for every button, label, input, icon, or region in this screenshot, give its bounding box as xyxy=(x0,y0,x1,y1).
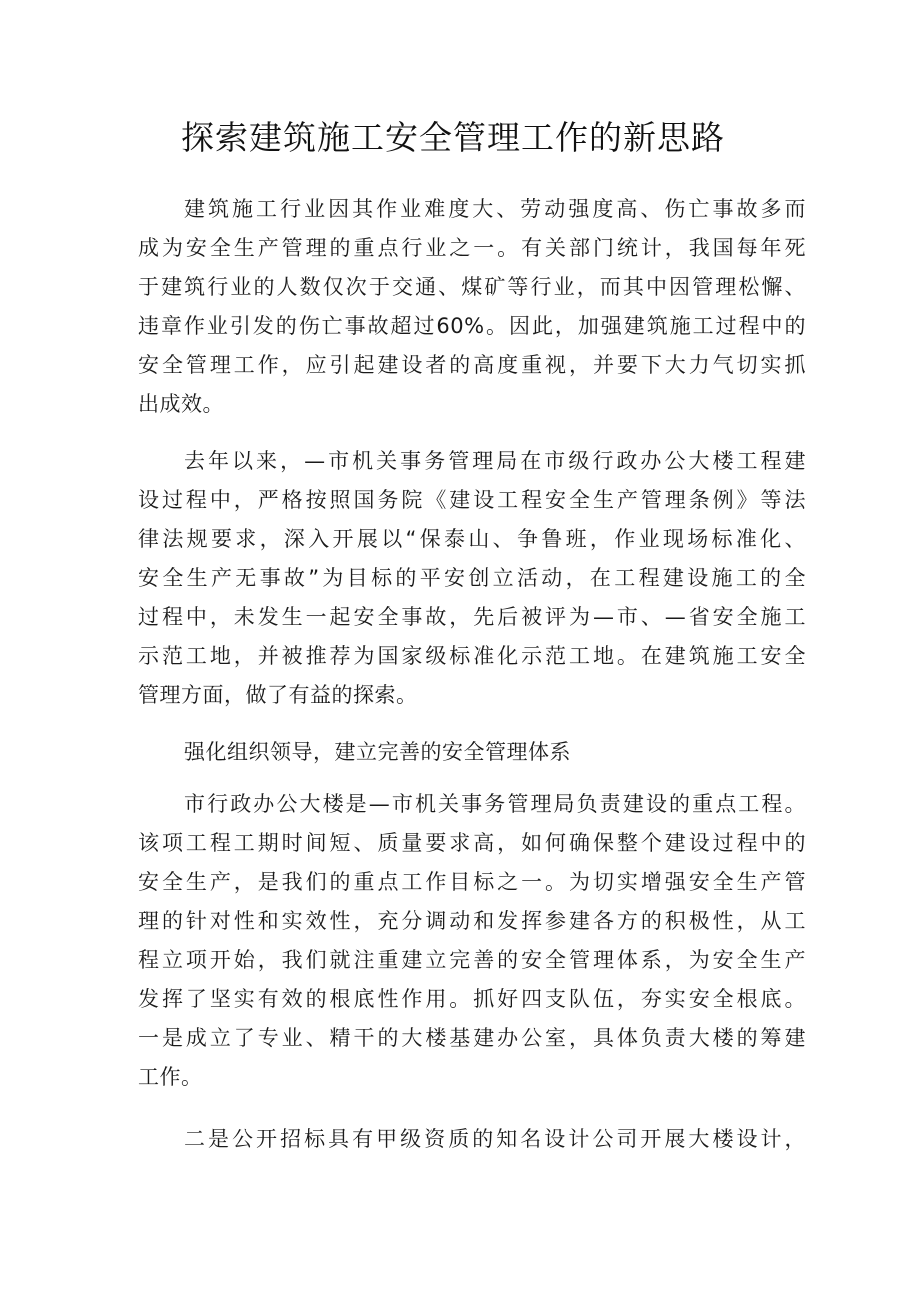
section-heading-text: 强化组织领导，建立完善的安全管理体系 xyxy=(184,740,571,764)
paragraph-line: 于建筑行业的人数仅次于交通、煤矿等行业，而其中因管理松懈、 xyxy=(138,275,806,299)
paragraph-line: 律法规要求，深入开展以“保泰山、争鲁班，作业现场标准化、 xyxy=(138,527,806,551)
paragraph-line: 建筑施工行业因其作业难度大、劳动强度高、伤亡事故多而 xyxy=(184,197,806,221)
paragraph-line: 二是公开招标具有甲级资质的知名设计公司开展大楼设计， xyxy=(184,1127,806,1151)
paragraph-1 xyxy=(138,190,806,424)
paragraph-line: 违章作业引发的伤亡事故超过60%。因此，加强建筑施工过程中的 xyxy=(138,314,806,338)
paragraph-line: 成为安全生产管理的重点行业之一。有关部门统计，我国每年死 xyxy=(138,236,806,260)
paragraph-line: 一是成立了专业、精干的大楼基建办公室，具体负责大楼的筹建 xyxy=(138,1026,806,1050)
paragraph-line: 理的针对性和实效性，充分调动和发挥参建各方的积极性，从工 xyxy=(138,909,806,933)
paragraph-line: 安全生产无事故”为目标的平安创立活动，在工程建设施工的全 xyxy=(138,566,806,590)
paragraph-line: 出成效。 xyxy=(138,392,224,416)
paragraph-line: 安全管理工作，应引起建设者的高度重视，并要下大力气切实抓 xyxy=(138,353,806,377)
paragraph-line: 去年以来，—市机关事务管理局在市级行政办公大楼工程建 xyxy=(184,449,806,473)
paragraph-line: 示范工地，并被推荐为国家级标准化示范工地。在建筑施工安全 xyxy=(138,644,806,668)
paragraph-line: 工作。 xyxy=(138,1065,203,1089)
paragraph-3 xyxy=(138,785,806,1097)
section-heading xyxy=(138,733,806,772)
document-title: 探索建筑施工安全管理工作的新思路 xyxy=(181,118,725,157)
paragraph-line: 过程中，未发生一起安全事故，先后被评为—市、—省安全施工 xyxy=(138,605,806,629)
paragraph-4 xyxy=(138,1120,806,1159)
paragraph-line: 该项工程工期时间短、质量要求高，如何确保整个建设过程中的 xyxy=(138,831,806,855)
paragraph-line: 安全生产，是我们的重点工作目标之一。为切实增强安全生产管 xyxy=(138,870,806,894)
paragraph-line: 程立项开始，我们就注重建立完善的安全管理体系，为安全生产 xyxy=(138,948,806,972)
paragraph-line: 发挥了坚实有效的根底性作用。抓好四支队伍，夯实安全根底。 xyxy=(138,987,806,1011)
paragraph-line: 设过程中，严格按照国务院《建设工程安全生产管理条例》等法 xyxy=(138,488,806,512)
paragraph-line: 市行政办公大楼是—市机关事务管理局负责建设的重点工程。 xyxy=(184,792,806,816)
paragraph-2 xyxy=(138,442,806,715)
paragraph-line: 管理方面，做了有益的探索。 xyxy=(138,683,418,707)
